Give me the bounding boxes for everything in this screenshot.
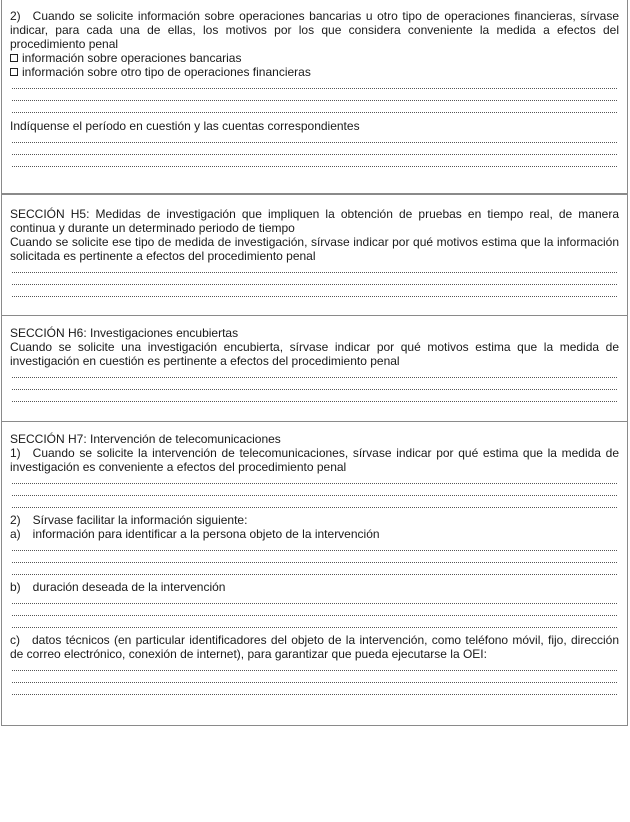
answer-line[interactable] [12, 79, 617, 91]
h7-question-1: 1) Cuando se solicite la intervención de telecomunicaciones, sírvase indicar por qué estima que la medida de investigación es conveniente a efectos del procedimiento penal [10, 446, 619, 474]
answer-line[interactable] [12, 541, 617, 553]
answer-line[interactable] [12, 380, 617, 392]
checkbox-icon[interactable] [10, 54, 18, 62]
form-continuation [1, 0, 628, 726]
answer-line[interactable] [12, 606, 617, 618]
answer-line[interactable] [12, 553, 617, 565]
checkbox-bank-operations-label: información sobre operaciones bancarias [22, 51, 242, 65]
section-h6 [1, 316, 628, 422]
h7-item-c: c) datos técnicos (en particular identificadores del objeto de la intervención, como teléfono móvil, fijo, dirección de correo electrónico, conexión de internet), para garantizar que pueda ejecutarse la OEI: [10, 633, 619, 661]
section-h7-title: SECCIÓN H7: Intervención de telecomunicaciones [10, 432, 281, 446]
answer-line[interactable] [12, 392, 617, 404]
answer-line[interactable] [12, 263, 617, 275]
answer-line[interactable] [12, 287, 617, 299]
h7-item-b: b) duración deseada de la intervención [10, 580, 226, 594]
h7-item-a: a) información para identificar a la persona objeto de la intervención [10, 527, 380, 541]
h4-question-2: 2) Cuando se solicite información sobre operaciones bancarias u otro tipo de operaciones financieras, sírvase indicar, para cada una de ellas, los motivos por los que considera conveniente la medida a efectos del procedimiento penal [10, 9, 619, 51]
h4-period-question: Indíquense el período en cuestión y las cuentas correspondientes [10, 119, 360, 133]
answer-line[interactable] [12, 368, 617, 380]
section-h6-title: SECCIÓN H6: Investigaciones encubiertas [10, 326, 239, 340]
answer-line[interactable] [12, 133, 617, 145]
answer-line[interactable] [12, 103, 617, 115]
answer-line[interactable] [12, 673, 617, 685]
section-h5 [1, 194, 628, 316]
answer-line[interactable] [12, 565, 617, 577]
answer-line[interactable] [12, 685, 617, 697]
answer-line[interactable] [12, 594, 617, 606]
h7-question-2: 2) Sírvase facilitar la información siguiente: [10, 513, 248, 527]
answer-line[interactable] [12, 145, 617, 157]
checkbox-icon[interactable] [10, 68, 18, 76]
section-h7 [1, 422, 628, 726]
answer-line[interactable] [12, 661, 617, 673]
answer-line[interactable] [12, 275, 617, 287]
answer-line[interactable] [12, 91, 617, 103]
answer-line[interactable] [12, 474, 617, 486]
answer-line[interactable] [12, 618, 617, 630]
section-h5-body: Cuando se solicite ese tipo de medida de investigación, sírvase indicar por qué motivos estima que la información solicitada es pertinente a efectos del procedimiento penal [10, 235, 619, 263]
section-h5-title: SECCIÓN H5: Medidas de investigación que impliquen la obtención de pruebas en tiempo real, de manera continua y durante un determinado periodo de tiempo [10, 207, 619, 235]
checkbox-other-financial-operations[interactable] [10, 65, 619, 79]
answer-line[interactable] [12, 486, 617, 498]
answer-line[interactable] [12, 498, 617, 510]
section-h6-body: Cuando se solicite una investigación encubierta, sírvase indicar por qué motivos estima que la medida de investigación en cuestión es pertinente a efectos del procedimiento penal [10, 340, 619, 368]
checkbox-other-financial-label: información sobre otro tipo de operaciones financieras [22, 65, 311, 79]
section-h4-continuation [1, 0, 628, 194]
checkbox-bank-operations[interactable] [10, 51, 619, 65]
answer-line[interactable] [12, 157, 617, 169]
